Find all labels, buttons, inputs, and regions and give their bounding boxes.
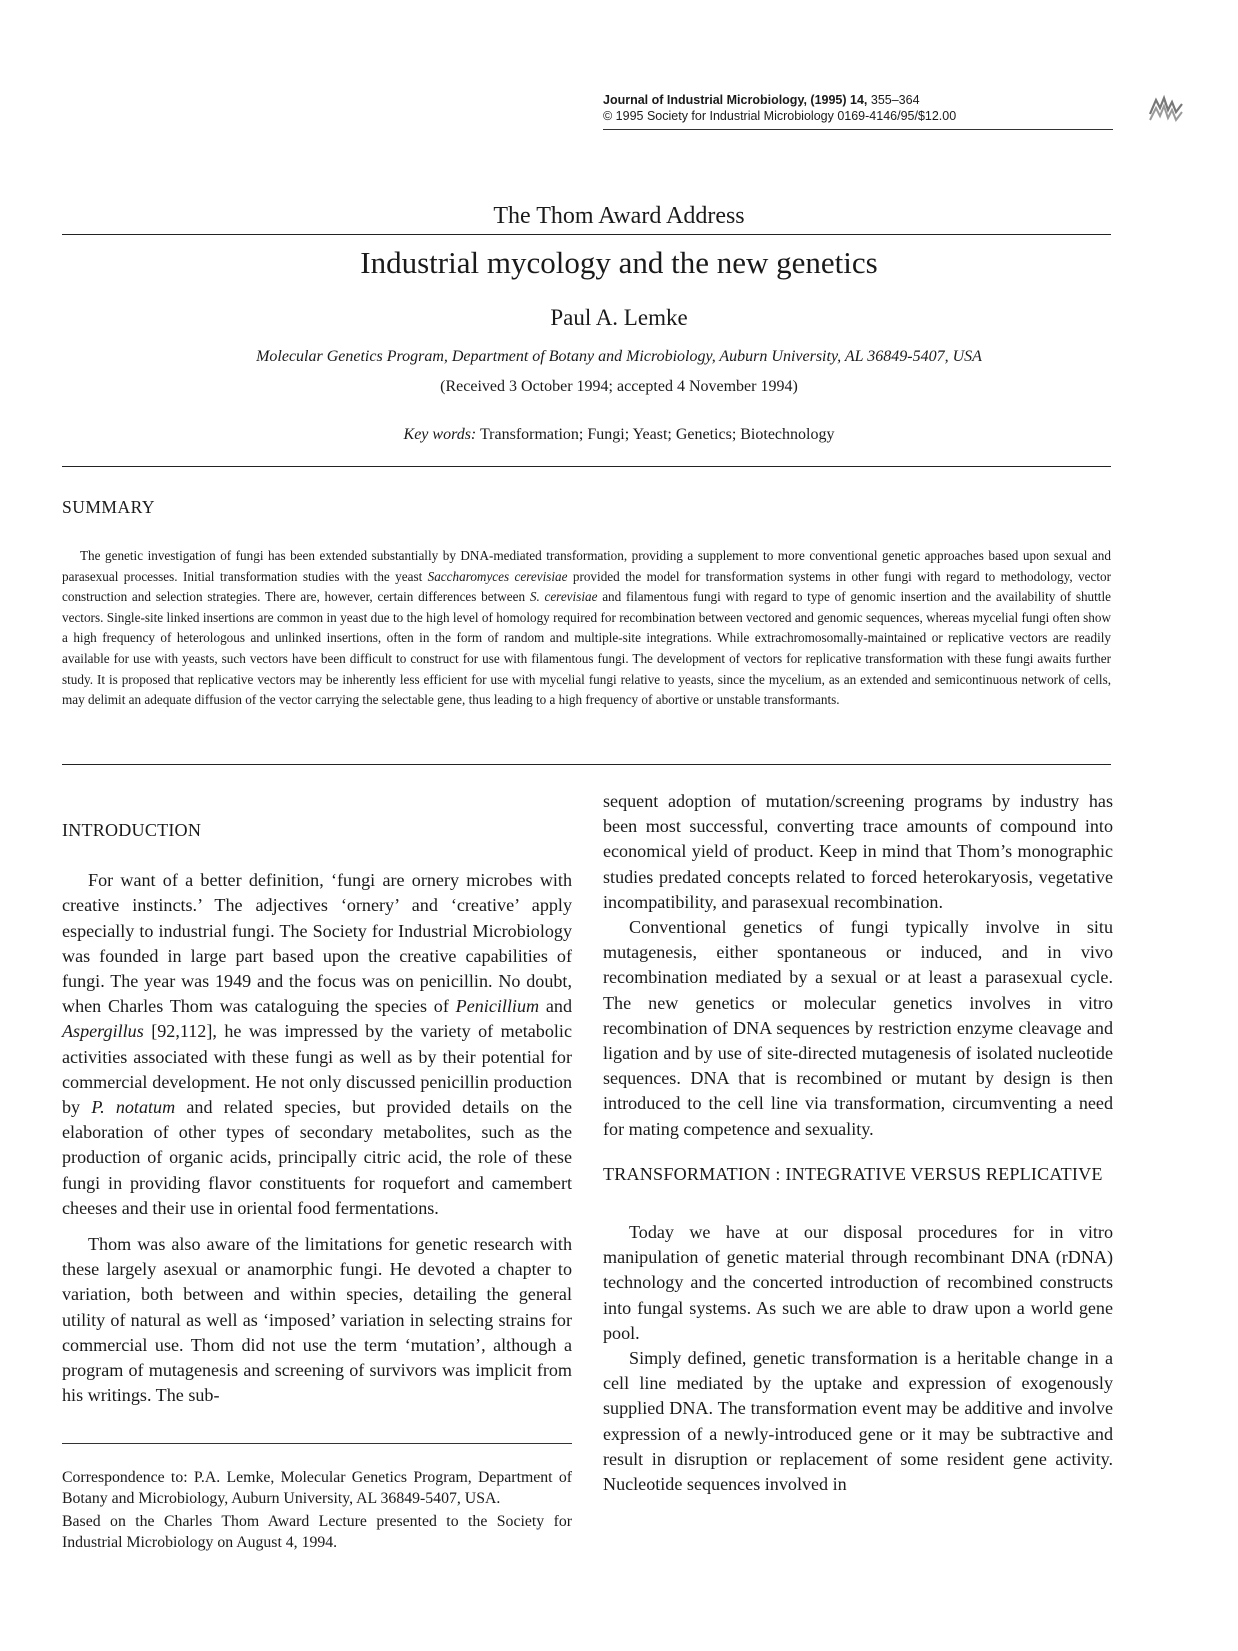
correspondence-note: Correspondence to: P.A. Lemke, Molecular Genetics Program, Department of Botany and Microbiology, Auburn University, AL 36849-5407, USA. — [62, 1469, 572, 1507]
paper-title: Industrial mycology and the new genetics — [360, 245, 878, 280]
affiliation: Molecular Genetics Program, Department of Botany and Microbiology, Auburn University, AL 36849-5407, USA — [256, 348, 982, 365]
right-paragraph-2: Conventional genetics of fungi typically involve in situ mutagenesis, either spontaneous or induced, and in vivo recombination mediated by a sexual or at least a parasexual cycle. The new genetics or molecular genetics involves in vitro recombination of DNA sequences by restriction enzyme cleavage and ligation and by use of site-directed mutagenesis of isolated nucleotide sequences. DNA that is recombined or mutant by design is then introduced to the cell line via transformation, circumventing a need for mating competence and sexuality. — [603, 917, 1113, 1139]
author: Paul A. Lemke — [550, 305, 688, 330]
lecture-note: Based on the Charles Thom Award Lecture presented to the Society for Industrial Microbiology on August 4, 1994. — [62, 1513, 572, 1551]
keywords-list: Transformation; Fungi; Yeast; Genetics; Biotechnology — [476, 426, 835, 443]
text-run: and related species, but provided details on the elaboration of other types of secondary metabolites, such as the production of organic acids, principally citric acid, the role of these fungi in providing flavor constituents for roquefort and camembert cheeses and their use in oriental food fermentations. — [62, 1097, 573, 1218]
summary-species: S. cerevisiae — [529, 589, 598, 605]
left-column — [62, 818, 572, 1408]
journal-header — [603, 92, 1113, 124]
summary-species: Saccharomyces cerevisiae — [427, 568, 568, 584]
genus-name: Penicillium — [455, 996, 540, 1017]
right-paragraph-1: sequent adoption of mutation/screening programs by industry has been most successful, converting trace amounts of compound into economical yield of product. Keep in mind that Thom’s monographic studies predated concepts related to forced heterokaryosis, vegetative incompatibility, and parasexual recombination. — [603, 791, 1113, 912]
species-name: P. notatum — [91, 1097, 176, 1118]
intro-paragraph-2: Thom was also aware of the limitations for genetic research with these largely asexual or anamorphic fungi. He devoted a chapter to variation, both between and within species, detailing the general utility of natural as well as ‘imposed’ variation in selecting strains for commercial use. Thom did not use the term ‘mutation’, although a program of mutagenesis and screening of survivors was implicit from his writings. The sub- — [62, 1234, 572, 1406]
publisher-logo-icon — [1148, 94, 1184, 122]
summary-text — [62, 546, 1111, 711]
summary-part: The genetic investigation of fungi has been extended substantially by DNA-mediated transformation, providing a supplement to more conventional genetic approaches based upon sexual and parasexual processes. Initial transformation studies with the yeast — [62, 548, 1111, 584]
journal-copyright: © 1995 Society for Industrial Microbiology 0169-4146/95/$12.00 — [603, 109, 957, 123]
genus-name: Aspergillus — [62, 1021, 144, 1042]
footnotes — [62, 1468, 572, 1556]
summary-rule — [62, 764, 1111, 765]
title-rule — [62, 234, 1111, 235]
keywords-label: Key words: — [403, 426, 477, 443]
intro-paragraph-1 — [62, 868, 572, 1221]
right-column — [603, 789, 1113, 1497]
right-paragraph-3: Today we have at our disposal procedures for in vitro manipulation of genetic material through recombinant DNA (rDNA) technology and the concerted introduction of recombined constructs into fungal systems. As such we are able to draw upon a world gene pool. — [603, 1222, 1113, 1343]
journal-pages: 355–364 — [867, 93, 920, 107]
text-run: [92,112], he was impressed by the variety of metabolic activities associated with these fungi as well as by their potential for commercial development. He not only discussed penicillin production by — [62, 1021, 572, 1118]
summary-part: and filamentous fungi with regard to type of genomic insertion and the availability of shuttle vectors. Single-site linked insertions are common in yeast due to the high level of homology required for recombination between vectored and genomic sequences, whereas mycelial fungi often show a high frequency of heterologous and unlinked insertions, often in the form of random and multiple-site integrations. While extrachromosomally-maintained or replicative vectors are readily available for use with yeasts, such vectors have been difficult to construct for use with filamentous fungi. The development of vectors for replicative transformation with these fungi awaits further study. It is proposed that replicative vectors may be inherently less efficient for use with mycelial fungi relative to yeasts, since the mycelium, as an extended and semicontinuous network of cells, may delimit an adequate diffusion of the vector carrying the selectable gene, thus leading to a high frequency of abortive or unstable transformants. — [62, 589, 1111, 708]
received-dates: (Received 3 October 1994; accepted 4 November 1994) — [440, 378, 798, 395]
text-run: and — [539, 996, 572, 1017]
address-title: The Thom Award Address — [493, 203, 745, 229]
summary-heading: SUMMARY — [62, 497, 155, 517]
introduction-heading: INTRODUCTION — [62, 820, 202, 840]
transformation-heading: TRANSFORMATION : INTEGRATIVE VERSUS REPLICATIVE — [603, 1163, 1103, 1184]
footnote-rule — [62, 1443, 572, 1444]
keywords-rule — [62, 466, 1111, 467]
journal-citation — [603, 92, 1113, 108]
text-run: For want of a better definition, ‘fungi are ornery microbes with creative instincts.’ The adjectives ‘ornery’ and ‘creative’ apply especially to industrial fungi. The Society for Industrial Microbiology was founded in large part based upon the creative capabilities of fungi. The year was 1949 and the focus was on penicillin. No doubt, when Charles Thom was cataloguing the species of — [62, 870, 572, 1017]
right-paragraph-4: Simply defined, genetic transformation is a heritable change in a cell line mediated by the uptake and expression of exogenously supplied DNA. The transformation event may be additive and involve expression of a newly-introduced gene or it may be subtractive and result in disruption or replacement of some resident gene activity. Nucleotide sequences involved in — [603, 1348, 1113, 1495]
keywords — [0, 425, 1238, 445]
journal-name: Journal of Industrial Microbiology, (1995) 14, — [603, 93, 868, 107]
header-rule — [603, 129, 1113, 130]
summary-part: provided the model for transformation systems in other fungi with regard to methodology, vector construction and selection strategies. There are, however, certain differences between — [62, 568, 1111, 605]
